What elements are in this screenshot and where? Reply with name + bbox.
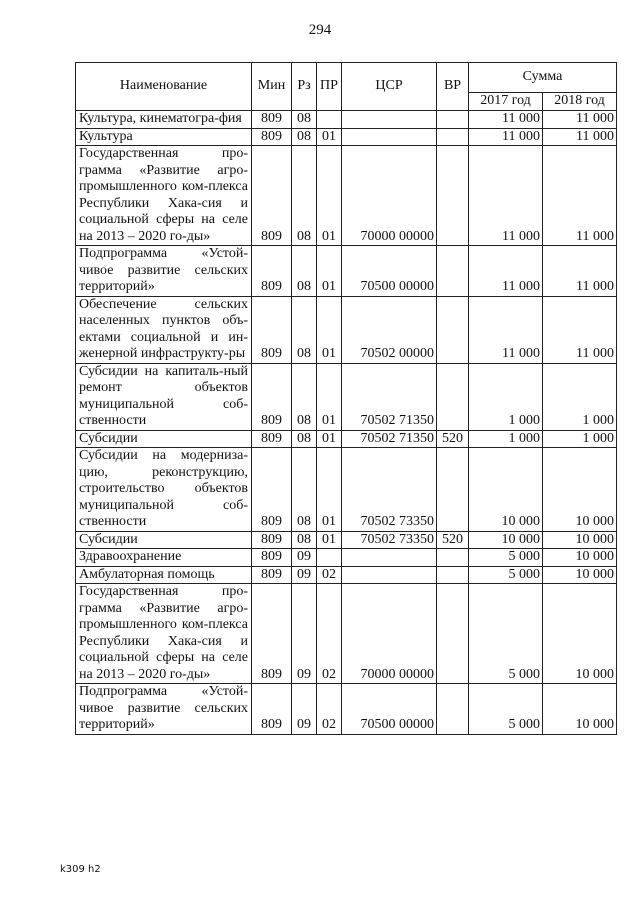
cell-y2017: 11 000 [469,111,543,129]
cell-rz: 08 [292,430,317,448]
cell-rz: 08 [292,111,317,129]
cell-vr [437,146,469,246]
cell-pr: 02 [317,566,342,584]
cell-name: Субсидии на капиталь-ный ремонт объектов муниципальной соб-ственности [76,363,252,430]
table-row [76,430,617,448]
cell-y2018: 10 000 [543,584,617,684]
cell-vr [437,566,469,584]
cell-name: Подпрограмма «Устой-чивое развитие сельских территорий» [76,684,252,735]
cell-pr: 01 [317,448,342,532]
cell-y2018: 10 000 [543,549,617,567]
cell-rz: 08 [292,128,317,146]
cell-name: Подпрограмма «Устой-чивое развитие сельских территорий» [76,246,252,297]
cell-y2017: 5 000 [469,684,543,735]
cell-y2018: 10 000 [543,531,617,549]
cell-min: 809 [252,531,292,549]
cell-vr [437,296,469,363]
cell-name: Государственная про-грамма «Развитие агро-промышленного ком-плекса Республики Хака-сия и социальной сферы на селе на 2013 – 2020 го-ды» [76,584,252,684]
page-number: 294 [308,22,332,38]
cell-min: 809 [252,448,292,532]
table-body [76,111,617,735]
cell-pr: 01 [317,146,342,246]
cell-y2018: 10 000 [543,566,617,584]
cell-csr: 70502 00000 [342,296,437,363]
cell-name: Субсидии [76,531,252,549]
header-sum: Сумма [469,63,617,93]
cell-y2018: 11 000 [543,146,617,246]
cell-y2018: 10 000 [543,448,617,532]
cell-y2017: 10 000 [469,448,543,532]
table-row [76,296,617,363]
cell-name: Обеспечение сельских населенных пунктов объ-ектами социальной и ин-женерной инфраструкту-ры [76,296,252,363]
cell-csr: 70500 00000 [342,684,437,735]
header-csr: ЦСР [342,63,437,111]
cell-vr: 520 [437,430,469,448]
cell-pr: 02 [317,584,342,684]
cell-csr [342,111,437,129]
header-pr: ПР [317,63,342,111]
header-vr: ВР [437,63,469,111]
cell-rz: 08 [292,146,317,246]
cell-y2017: 11 000 [469,146,543,246]
cell-csr: 70502 73350 [342,448,437,532]
cell-rz: 08 [292,246,317,297]
cell-y2017: 11 000 [469,246,543,297]
cell-y2017: 1 000 [469,430,543,448]
cell-pr: 01 [317,363,342,430]
cell-min: 809 [252,363,292,430]
cell-vr [437,549,469,567]
cell-csr [342,128,437,146]
cell-min: 809 [252,566,292,584]
cell-pr [317,549,342,567]
cell-rz: 08 [292,296,317,363]
cell-min: 809 [252,146,292,246]
cell-csr: 70502 71350 [342,430,437,448]
cell-pr: 01 [317,128,342,146]
cell-pr: 01 [317,246,342,297]
cell-vr [437,128,469,146]
table-row [76,684,617,735]
cell-vr: 520 [437,531,469,549]
cell-csr [342,549,437,567]
table-row [76,128,617,146]
table-row [76,246,617,297]
cell-min: 809 [252,584,292,684]
budget-table [75,62,617,735]
cell-min: 809 [252,111,292,129]
cell-vr [437,448,469,532]
cell-vr [437,684,469,735]
cell-pr [317,111,342,129]
cell-vr [437,111,469,129]
cell-rz: 09 [292,549,317,567]
cell-y2018: 10 000 [543,684,617,735]
cell-min: 809 [252,296,292,363]
cell-csr: 70502 73350 [342,531,437,549]
cell-min: 809 [252,549,292,567]
cell-y2018: 11 000 [543,296,617,363]
cell-vr [437,246,469,297]
cell-y2017: 10 000 [469,531,543,549]
cell-rz: 09 [292,684,317,735]
cell-y2017: 5 000 [469,584,543,684]
cell-y2017: 1 000 [469,363,543,430]
cell-rz: 08 [292,531,317,549]
cell-min: 809 [252,128,292,146]
cell-y2017: 11 000 [469,128,543,146]
cell-y2018: 11 000 [543,128,617,146]
cell-y2018: 1 000 [543,430,617,448]
cell-name: Субсидии [76,430,252,448]
cell-csr: 70000 00000 [342,146,437,246]
cell-y2017: 5 000 [469,549,543,567]
cell-min: 809 [252,246,292,297]
cell-rz: 08 [292,363,317,430]
cell-y2017: 11 000 [469,296,543,363]
table-row [76,111,617,129]
footer-code: k309 h2 [60,864,101,875]
cell-rz: 09 [292,566,317,584]
cell-y2018: 11 000 [543,111,617,129]
cell-rz: 09 [292,584,317,684]
table-row [76,363,617,430]
cell-min: 809 [252,430,292,448]
cell-name: Культура [76,128,252,146]
cell-vr [437,363,469,430]
cell-y2018: 1 000 [543,363,617,430]
cell-name: Амбулаторная помощь [76,566,252,584]
table-row [76,566,617,584]
table-row [76,531,617,549]
cell-vr [437,584,469,684]
cell-pr: 01 [317,430,342,448]
cell-name: Субсидии на модерниза-цию, реконструкцию, строительство объектов муниципальной соб-ственности [76,448,252,532]
header-name: Наименование [76,63,252,111]
cell-pr: 02 [317,684,342,735]
cell-csr [342,566,437,584]
header-year-2017: 2017 год [469,93,543,111]
cell-min: 809 [252,684,292,735]
cell-rz: 08 [292,448,317,532]
cell-y2018: 11 000 [543,246,617,297]
cell-y2017: 5 000 [469,566,543,584]
table-row [76,549,617,567]
cell-pr: 01 [317,531,342,549]
table-row [76,448,617,532]
header-min: Мин [252,63,292,111]
cell-csr: 70000 00000 [342,584,437,684]
cell-pr: 01 [317,296,342,363]
cell-name: Культура, кинематогра-фия [76,111,252,129]
table-row [76,146,617,246]
cell-csr: 70502 71350 [342,363,437,430]
cell-csr: 70500 00000 [342,246,437,297]
header-year-2018: 2018 год [543,93,617,111]
cell-name: Государственная про-грамма «Развитие агро-промышленного ком-плекса Республики Хака-сия и социальной сферы на селе на 2013 – 2020 го-ды» [76,146,252,246]
table-row [76,584,617,684]
header-rz: Рз [292,63,317,111]
cell-name: Здравоохранение [76,549,252,567]
